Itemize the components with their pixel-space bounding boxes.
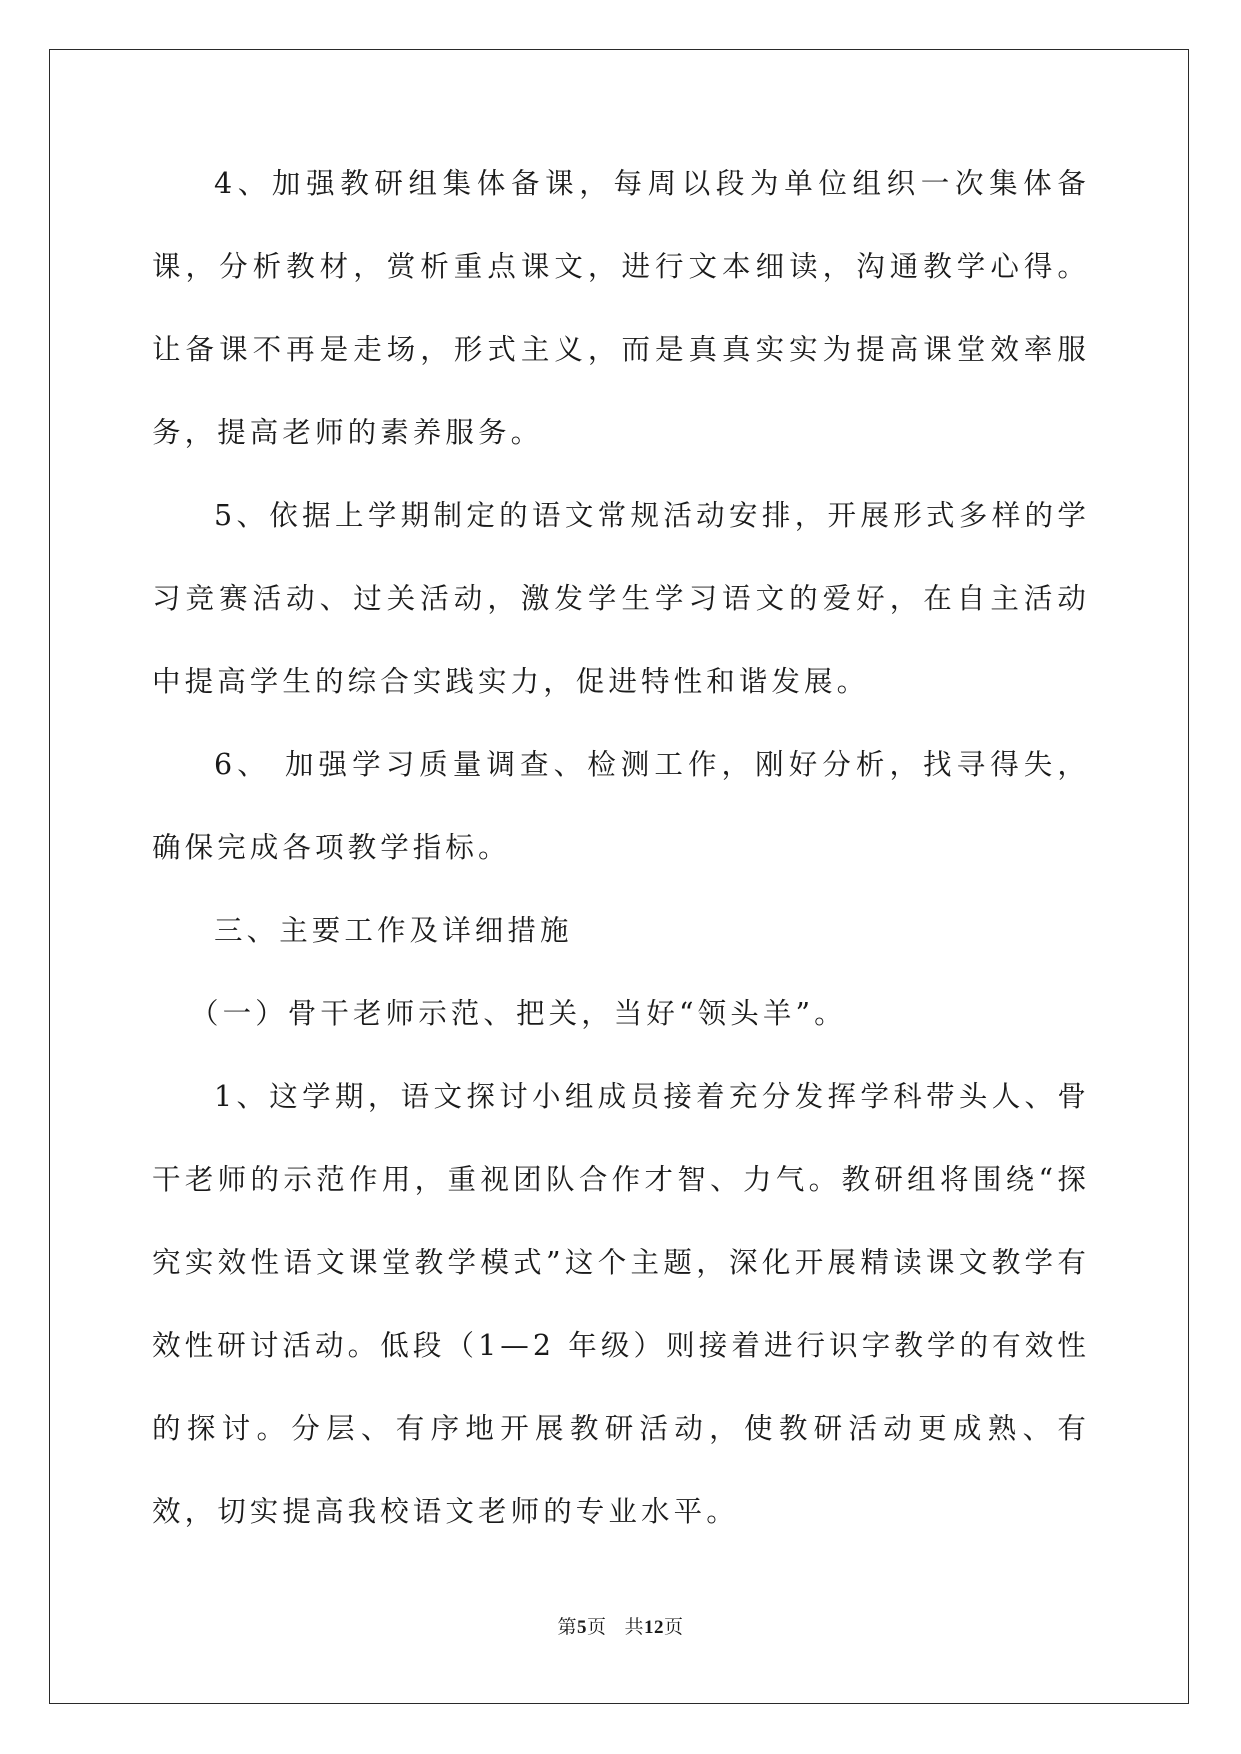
document-body — [152, 168, 1090, 1579]
paragraph-item-5: 5、依据上学期制定的语文常规活动安排，开展形式多样的学习竞赛活动、过关活动，激发学生学习语文的爱好，在自主活动中提高学生的综合实践实力，促进特性和谐发展。 — [152, 499, 1090, 698]
total-suffix: 页 — [664, 1616, 684, 1638]
section-heading-3: 三、主要工作及详细措施 — [214, 914, 573, 947]
total-pages: 12 — [644, 1617, 665, 1638]
subsection-heading-1: （一）骨干老师示范、把关，当好“领头羊”。 — [190, 997, 847, 1030]
page-prefix: 第 — [557, 1616, 577, 1638]
page-suffix: 页 — [586, 1616, 607, 1638]
page-number: 5 — [576, 1617, 587, 1638]
total-prefix: 共 — [624, 1616, 645, 1638]
paragraph-item-1: 1、这学期，语文探讨小组成员接着充分发挥学科带头人、骨干老师的示范作用，重视团队合作才智、力气。教研组将围绕“探究实效性语文课堂教学模式”这个主题，深化开展精读课文教学有效性研讨活动。低段（1—2 年级）则接着进行识字教学的有效性的探讨。分层、有序地开展教研活动，使教研活动更成熟、有效，切实提高我校语文老师的专业水平。 — [152, 1080, 1090, 1528]
paragraph-item-4: 4、加强教研组集体备课，每周以段为单位组织一次集体备课，分析教材，赏析重点课文，进行文本细读，沟通教学心得。让备课不再是走场，形式主义，而是真真实实为提高课堂效率服务，提高老师的素养服务。 — [152, 167, 1090, 449]
page-footer — [0, 1612, 1241, 1639]
paragraph-item-6: 6、 加强学习质量调查、检测工作，刚好分析，找寻得失，确保完成各项教学指标。 — [152, 748, 1090, 864]
